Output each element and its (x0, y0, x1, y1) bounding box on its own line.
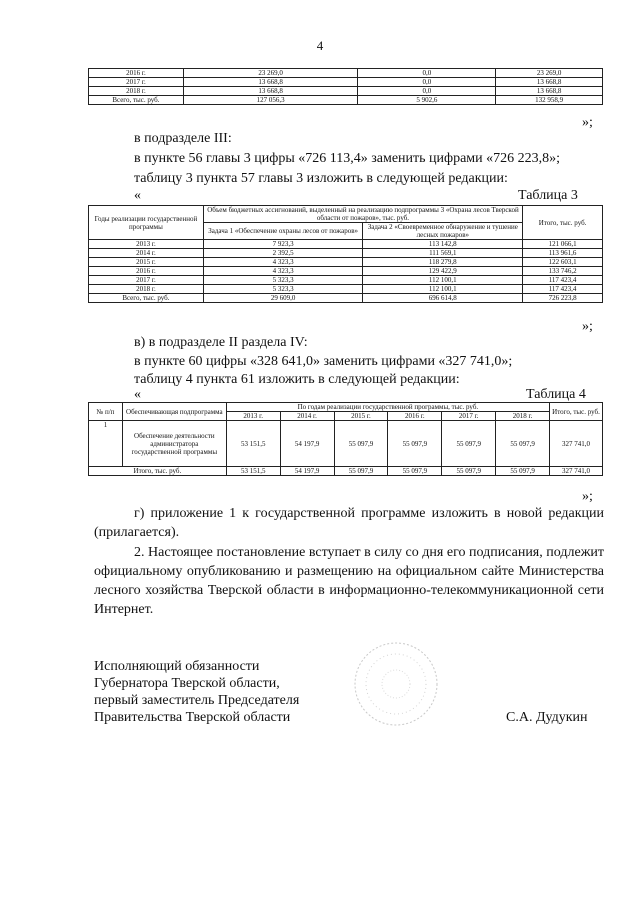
value-cell: 29 609,0 (203, 294, 363, 303)
year-cell: 2017 г. (89, 276, 204, 285)
signatory-position: Губернатора Тверской области, (94, 676, 280, 691)
table-row (89, 294, 603, 303)
header-task-1: Задача 1 «Обеспечение охраны лесов от пожаров» (203, 223, 363, 240)
value-cell: 53 151,5 (226, 421, 280, 467)
value-cell: 133 746,2 (523, 267, 603, 276)
value-cell: 5 323,3 (203, 285, 363, 294)
table-row (89, 467, 603, 476)
table-row (89, 421, 603, 467)
value-cell: 0,0 (358, 78, 496, 87)
value-cell: 4 323,3 (203, 258, 363, 267)
opening-quote: « (134, 387, 141, 402)
header-years: Годы реализации государственной программы (89, 206, 204, 240)
value-cell: 54 197,9 (280, 421, 334, 467)
header-year: 2013 г. (226, 412, 280, 421)
value-cell: 54 197,9 (280, 467, 334, 476)
value-cell: 5 902,6 (358, 96, 496, 105)
signatory-name: С.А. Дудукин (506, 710, 588, 725)
header-year: 2015 г. (334, 412, 388, 421)
table-row (89, 69, 603, 78)
value-cell: 0,0 (358, 87, 496, 96)
value-cell: 4 323,3 (203, 267, 363, 276)
table-4 (88, 402, 603, 476)
header-year: 2016 г. (388, 412, 442, 421)
year-cell: 2018 г. (89, 285, 204, 294)
value-cell: 113 961,6 (523, 249, 603, 258)
table-row (89, 78, 603, 87)
value-cell: 55 097,9 (334, 467, 388, 476)
signature-block (94, 658, 299, 726)
total-label: Итого, тыс. руб. (89, 467, 227, 476)
signatory-position: Исполняющий обязанности (94, 659, 260, 674)
value-cell: 55 097,9 (388, 421, 442, 467)
amendment-text: в пункте 56 главы 3 цифры «726 113,4» заменить цифрами «726 223,8»; (134, 151, 561, 166)
header-year: 2014 г. (280, 412, 334, 421)
year-cell: 2015 г. (89, 258, 204, 267)
value-cell: 113 142,8 (363, 240, 523, 249)
value-cell: 127 056,3 (183, 96, 358, 105)
value-cell: 696 614,8 (363, 294, 523, 303)
value-cell: 13 668,8 (496, 78, 603, 87)
value-cell: 117 423,4 (523, 285, 603, 294)
value-cell: 55 097,9 (442, 467, 496, 476)
table-row (89, 285, 603, 294)
value-cell: 55 097,9 (496, 421, 550, 467)
table-row (89, 240, 603, 249)
paragraph-appendix: г) приложение 1 к государственной программе изложить в новой редакции (прилагается). (94, 506, 604, 540)
opening-quote: « (134, 188, 141, 203)
paragraph-effective: 2. Настоящее постановление вступает в силу со дня его подписания, подлежит официальному опубликованию и размещению на официальном сайте Министерства лесного хозяйства Тверской области в информационно-телекоммуникационной сети Интернет. (94, 545, 604, 617)
year-cell: 2016 г. (89, 267, 204, 276)
year-cell: 2016 г. (89, 69, 184, 78)
value-cell: 327 741,0 (550, 421, 603, 467)
subsection-heading: в) в подразделе II раздела IV: (134, 335, 308, 350)
value-cell: 55 097,9 (496, 467, 550, 476)
value-cell: 53 151,5 (226, 467, 280, 476)
table-caption: Таблица 4 (526, 387, 586, 402)
amendment-text: таблицу 3 пункта 57 главы 3 изложить в следующей редакции: (134, 171, 508, 186)
value-cell: 118 279,8 (363, 258, 523, 267)
row-number: 1 (89, 421, 123, 467)
amendment-text: таблицу 4 пункта 61 изложить в следующей редакции: (134, 372, 460, 387)
value-cell: 2 392,5 (203, 249, 363, 258)
header-subprogram: Обеспечивающая подпрограмма (122, 403, 226, 421)
value-cell: 0,0 (358, 69, 496, 78)
amendment-text: в пункте 60 цифры «328 641,0» заменить цифрами «327 741,0»; (134, 354, 513, 369)
value-cell: 122 603,1 (523, 258, 603, 267)
year-cell: Всего, тыс. руб. (89, 294, 204, 303)
year-cell: 2018 г. (89, 87, 184, 96)
table-row (89, 267, 603, 276)
year-cell: 2013 г. (89, 240, 204, 249)
signatory-position: Правительства Тверской области (94, 710, 291, 725)
value-cell: 13 668,8 (183, 87, 358, 96)
value-cell: 5 323,3 (203, 276, 363, 285)
signatory-position: первый заместитель Председателя (94, 693, 300, 708)
page-number: 4 (316, 38, 324, 53)
table-row (89, 249, 603, 258)
header-year: 2018 г. (496, 412, 550, 421)
value-cell: 111 569,1 (363, 249, 523, 258)
value-cell: 112 100,1 (363, 285, 523, 294)
value-cell: 121 066,1 (523, 240, 603, 249)
header-total: Итого, тыс. руб. (523, 206, 603, 240)
value-cell: 23 269,0 (496, 69, 603, 78)
header-total: Итого, тыс. руб. (550, 403, 603, 421)
closing-quote: »; (582, 319, 593, 334)
subsection-heading: в подразделе III: (134, 131, 232, 146)
table-header-row (89, 403, 603, 412)
value-cell: 117 423,4 (523, 276, 603, 285)
value-cell: 55 097,9 (442, 421, 496, 467)
table-row (89, 96, 603, 105)
value-cell: 112 100,1 (363, 276, 523, 285)
year-cell: 2014 г. (89, 249, 204, 258)
table-row (89, 87, 603, 96)
value-cell: 13 668,8 (183, 78, 358, 87)
value-cell: 132 958,9 (496, 96, 603, 105)
seal-icon (352, 640, 440, 728)
value-cell: 7 923,3 (203, 240, 363, 249)
value-cell: 23 269,0 (183, 69, 358, 78)
year-cell: 2017 г. (89, 78, 184, 87)
table-3 (88, 205, 603, 303)
table-row (89, 276, 603, 285)
year-cell: Всего, тыс. руб. (89, 96, 184, 105)
table-header-row (89, 206, 603, 223)
value-cell: 13 668,8 (496, 87, 603, 96)
table-row (89, 258, 603, 267)
closing-quote: »; (582, 489, 593, 504)
header-allocation: Объем бюджетных ассигнований, выделенный на реализацию подпрограммы 3 «Охрана лесов Тверской области от пожаров», тыс. руб. (203, 206, 522, 223)
header-number: № п/п (89, 403, 123, 421)
value-cell: 129 422,9 (363, 267, 523, 276)
subprogram-name: Обеспечение деятельности администратора государственной программы (122, 421, 226, 467)
value-cell: 726 223,8 (523, 294, 603, 303)
header-task-2: Задача 2 «Своевременное обнаружение и тушение лесных пожаров» (363, 223, 523, 240)
value-cell: 55 097,9 (388, 467, 442, 476)
header-year: 2017 г. (442, 412, 496, 421)
value-cell: 55 097,9 (334, 421, 388, 467)
closing-quote: »; (582, 115, 593, 130)
value-cell: 327 741,0 (550, 467, 603, 476)
continuation-table (88, 68, 603, 105)
table-caption: Таблица 3 (518, 188, 578, 203)
header-by-years: По годам реализации государственной программы, тыс. руб. (226, 403, 549, 412)
